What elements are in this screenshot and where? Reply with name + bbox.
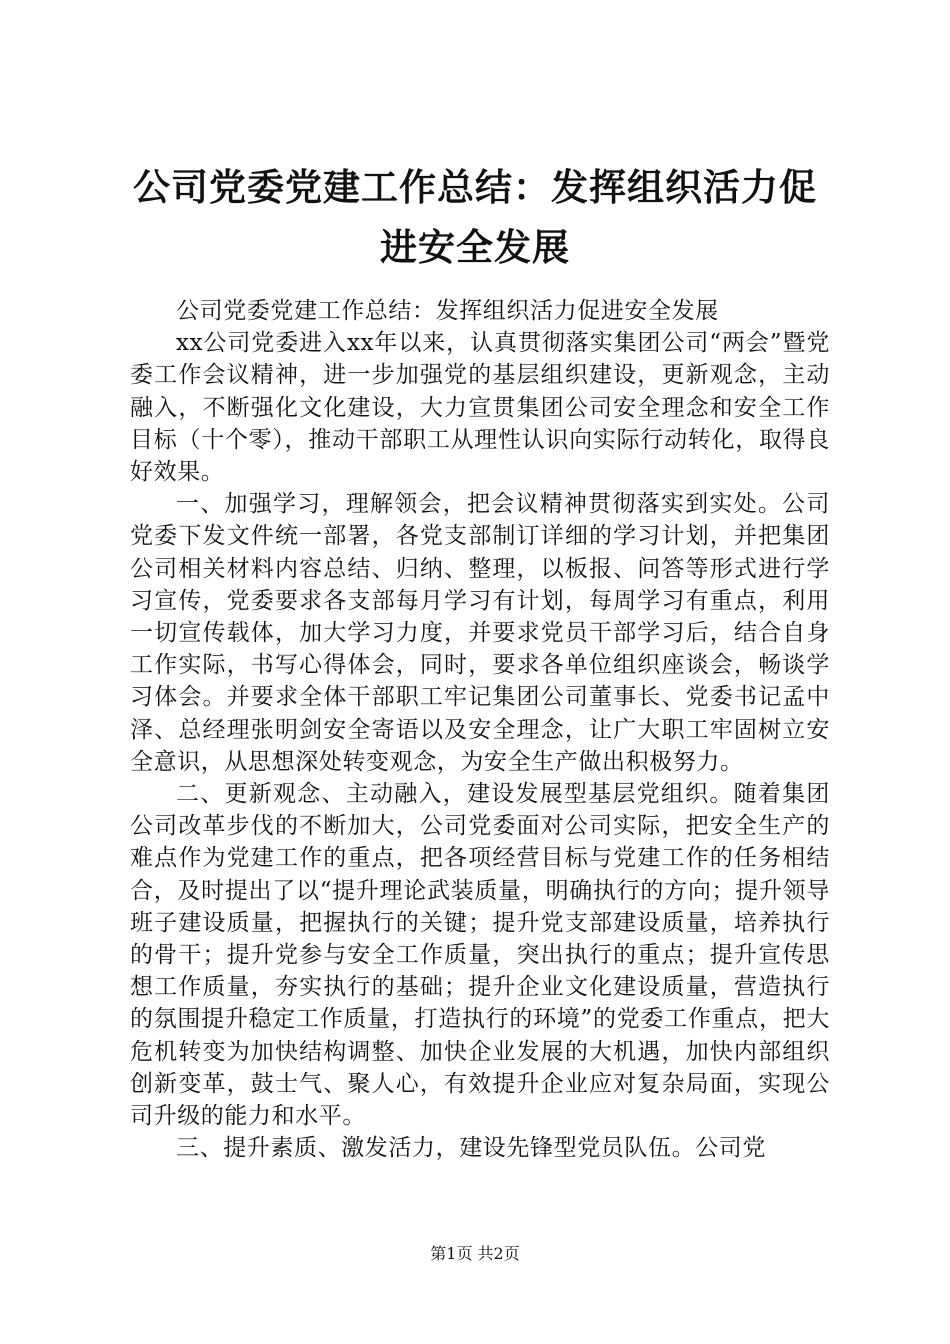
paragraph-intro: xx公司党委进入xx年以来，认真贯彻落实集团公司“两会”暨党委工作会议精神，进一步加强党的基层组织建设，更新观念，主动融入，不断强化文化建设，大力宣贯集团公司安全理念和安全工作目标（十个零），推动干部职工从理性认识向实际行动转化，取得良好效果。 — [130, 330, 830, 486]
paragraph-section-2: 二、更新观念、主动融入，建设发展型基层党组织。随着集团公司改革步伐的不断加大，公司党委面对公司实际，把安全生产的难点作为党建工作的重点，把各项经营目标与党建工作的任务相结合，及时提出了以“提升理论武装质量，明确执行的方向；提升领导班子建设质量，把握执行的关键；提升党支部建设质量，培养执行的骨干；提升党参与安全工作质量，突出执行的重点；提升宣传思想工作质量，夯实执行的基础；提升企业文化建设质量，营造执行的氛围提升稳定工作质量，打造执行的环境”的党委工作重点，把大危机转变为加快结构调整、加快企业发展的大机遇，加快内部组织创新变革，鼓士气、聚人心，有效提升企业应对复杂局面，实现公司升级的能力和水平。 — [130, 781, 830, 1130]
document-title: 公司党委党建工作总结：发挥组织活力促进安全发展 — [133, 166, 817, 269]
page-number-footer: 第1页 共2页 — [430, 1244, 520, 1263]
paragraph-section-3: 三、提升素质、激发活力，建设先锋型党员队伍。公司党 — [176, 1135, 766, 1162]
document-body — [130, 295, 830, 1164]
paragraph-subtitle: 公司党委党建工作总结：发挥组织活力促进安全发展 — [176, 298, 719, 324]
paragraph-section-1: 一、加强学习，理解领会，把会议精神贯彻落实到实处。公司党委下发文件统一部署，各党支部制订详细的学习计划，并把集团公司相关材料内容总结、归纳、整理，以板报、问答等形式进行学习宣传，党委要求各支部每月学习有计划，每周学习有重点，利用一切宣传载体，加大学习力度，并要求党员干部学习后，结合自身工作实际，书写心得体会，同时，要求各单位组织座谈会，畅谈学习体会。并要求全体干部职工牢记集团公司董事长、党委书记孟中泽、总经理张明剑安全寄语以及安全理念，让广大职工牢固树立安全意识，从思想深处转变观念，为安全生产做出积极努力。 — [130, 491, 830, 775]
